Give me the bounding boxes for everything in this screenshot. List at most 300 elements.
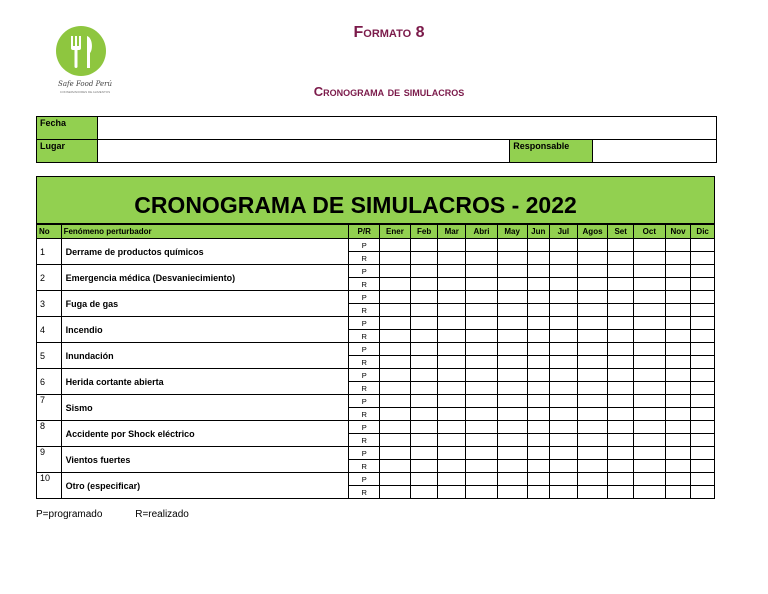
- schedule-row: [37, 343, 715, 356]
- month-cell[interactable]: [665, 278, 691, 291]
- month-cell[interactable]: [608, 408, 634, 421]
- month-cell[interactable]: [466, 278, 498, 291]
- fenomeno-name: Vientos fuertes: [61, 447, 349, 473]
- month-cell[interactable]: [410, 447, 438, 460]
- month-cell[interactable]: [665, 369, 691, 382]
- month-cell[interactable]: [438, 265, 466, 278]
- month-cell[interactable]: [550, 408, 578, 421]
- month-cell[interactable]: [550, 239, 578, 252]
- month-cell[interactable]: [527, 239, 550, 252]
- month-cell[interactable]: [633, 356, 665, 369]
- month-cell[interactable]: [633, 265, 665, 278]
- month-cell[interactable]: [410, 421, 438, 434]
- month-cell[interactable]: [497, 356, 527, 369]
- month-cell[interactable]: [380, 369, 411, 382]
- row-number: 5: [37, 343, 62, 369]
- month-cell[interactable]: [527, 382, 550, 395]
- month-cell[interactable]: [466, 382, 498, 395]
- month-cell[interactable]: [497, 486, 527, 499]
- programado-marker: P: [349, 447, 380, 460]
- month-cell[interactable]: [550, 304, 578, 317]
- month-cell[interactable]: [438, 421, 466, 434]
- month-cell[interactable]: [577, 291, 608, 304]
- month-cell[interactable]: [466, 369, 498, 382]
- month-cell[interactable]: [550, 447, 578, 460]
- month-cell[interactable]: [497, 408, 527, 421]
- month-cell[interactable]: [380, 356, 411, 369]
- month-cell[interactable]: [497, 252, 527, 265]
- month-cell[interactable]: [577, 304, 608, 317]
- responsable-label: Responsable: [510, 140, 593, 163]
- month-cell[interactable]: [550, 473, 578, 486]
- month-cell[interactable]: [466, 421, 498, 434]
- month-cell[interactable]: [691, 265, 715, 278]
- month-cell[interactable]: [577, 330, 608, 343]
- month-cell[interactable]: [527, 252, 550, 265]
- month-cell[interactable]: [608, 421, 634, 434]
- month-cell[interactable]: [691, 356, 715, 369]
- month-cell[interactable]: [550, 395, 578, 408]
- month-cell[interactable]: [665, 434, 691, 447]
- month-cell[interactable]: [527, 356, 550, 369]
- col-no: No: [37, 225, 62, 239]
- month-cell[interactable]: [438, 382, 466, 395]
- month-cell[interactable]: [633, 278, 665, 291]
- month-cell[interactable]: [466, 239, 498, 252]
- month-cell[interactable]: [527, 343, 550, 356]
- month-cell[interactable]: [527, 486, 550, 499]
- month-cell[interactable]: [380, 382, 411, 395]
- month-cell[interactable]: [577, 408, 608, 421]
- month-cell[interactable]: [466, 317, 498, 330]
- row-number: 6: [37, 369, 62, 395]
- month-cell[interactable]: [633, 408, 665, 421]
- month-cell[interactable]: [633, 291, 665, 304]
- month-cell[interactable]: [466, 486, 498, 499]
- month-cell[interactable]: [466, 265, 498, 278]
- month-cell[interactable]: [466, 330, 498, 343]
- month-cell[interactable]: [410, 460, 438, 473]
- month-cell[interactable]: [691, 421, 715, 434]
- fenomeno-name: Otro (especificar): [61, 473, 349, 499]
- month-cell[interactable]: [608, 317, 634, 330]
- month-cell[interactable]: [577, 343, 608, 356]
- month-cell[interactable]: [497, 421, 527, 434]
- month-cell[interactable]: [608, 369, 634, 382]
- month-cell[interactable]: [665, 356, 691, 369]
- realizado-marker: R: [349, 304, 380, 317]
- month-cell[interactable]: [466, 447, 498, 460]
- month-cell[interactable]: [497, 330, 527, 343]
- month-cell[interactable]: [438, 434, 466, 447]
- month-cell[interactable]: [550, 382, 578, 395]
- month-cell[interactable]: [665, 317, 691, 330]
- month-cell[interactable]: [665, 473, 691, 486]
- month-cell[interactable]: [410, 434, 438, 447]
- month-cell[interactable]: [577, 278, 608, 291]
- month-cell[interactable]: [527, 434, 550, 447]
- month-cell[interactable]: [410, 265, 438, 278]
- month-cell[interactable]: [665, 395, 691, 408]
- month-cell[interactable]: [577, 434, 608, 447]
- month-cell[interactable]: [466, 252, 498, 265]
- month-cell[interactable]: [497, 278, 527, 291]
- month-cell[interactable]: [527, 421, 550, 434]
- programado-marker: P: [349, 239, 380, 252]
- formato-title: Formato 8: [353, 24, 425, 41]
- programado-marker: P: [349, 473, 380, 486]
- month-cell[interactable]: [438, 473, 466, 486]
- realizado-marker: R: [349, 252, 380, 265]
- realizado-marker: R: [349, 434, 380, 447]
- month-cell[interactable]: [550, 278, 578, 291]
- month-cell[interactable]: [691, 447, 715, 460]
- month-cell[interactable]: [497, 304, 527, 317]
- month-cell[interactable]: [633, 434, 665, 447]
- month-cell[interactable]: [438, 356, 466, 369]
- schedule-banner-text: CRONOGRAMA DE SIMULACROS - 2022: [134, 192, 577, 218]
- month-cell[interactable]: [410, 369, 438, 382]
- month-cell[interactable]: [550, 252, 578, 265]
- month-cell[interactable]: [577, 447, 608, 460]
- month-cell[interactable]: [380, 265, 411, 278]
- month-cell[interactable]: [665, 486, 691, 499]
- month-cell[interactable]: [633, 382, 665, 395]
- month-cell[interactable]: [691, 278, 715, 291]
- month-cell[interactable]: [577, 356, 608, 369]
- month-cell[interactable]: [550, 421, 578, 434]
- month-cell[interactable]: [633, 252, 665, 265]
- month-cell[interactable]: [410, 291, 438, 304]
- month-cell[interactable]: [438, 447, 466, 460]
- month-cell[interactable]: [410, 278, 438, 291]
- month-cell[interactable]: [665, 408, 691, 421]
- month-cell[interactable]: [691, 330, 715, 343]
- month-cell[interactable]: [410, 304, 438, 317]
- schedule-row: [37, 395, 715, 408]
- row-number: 2: [37, 265, 62, 291]
- month-cell[interactable]: [633, 486, 665, 499]
- month-cell[interactable]: [527, 408, 550, 421]
- fecha-label: Fecha: [37, 117, 98, 140]
- month-cell[interactable]: [466, 408, 498, 421]
- month-cell[interactable]: [691, 408, 715, 421]
- month-cell[interactable]: [691, 473, 715, 486]
- month-cell[interactable]: [550, 434, 578, 447]
- month-cell[interactable]: [438, 369, 466, 382]
- row-number: 1: [37, 239, 62, 265]
- month-cell[interactable]: [665, 447, 691, 460]
- month-cell[interactable]: [497, 343, 527, 356]
- month-cell[interactable]: [633, 304, 665, 317]
- fecha-field[interactable]: [97, 117, 716, 140]
- col-month: Set: [608, 225, 634, 239]
- month-cell[interactable]: [527, 291, 550, 304]
- month-cell[interactable]: [438, 408, 466, 421]
- month-cell[interactable]: [577, 395, 608, 408]
- month-cell[interactable]: [466, 395, 498, 408]
- month-cell[interactable]: [527, 460, 550, 473]
- schedule-row: [37, 369, 715, 382]
- month-cell[interactable]: [380, 460, 411, 473]
- programado-marker: P: [349, 395, 380, 408]
- month-cell[interactable]: [438, 343, 466, 356]
- month-cell[interactable]: [577, 460, 608, 473]
- month-cell[interactable]: [410, 473, 438, 486]
- month-cell[interactable]: [527, 395, 550, 408]
- schedule-section: [36, 176, 715, 499]
- month-cell[interactable]: [438, 317, 466, 330]
- month-cell[interactable]: [497, 434, 527, 447]
- month-cell[interactable]: [665, 343, 691, 356]
- month-cell[interactable]: [691, 317, 715, 330]
- month-cell[interactable]: [497, 382, 527, 395]
- month-cell[interactable]: [633, 421, 665, 434]
- month-cell[interactable]: [550, 486, 578, 499]
- month-cell[interactable]: [438, 330, 466, 343]
- month-cell[interactable]: [466, 343, 498, 356]
- month-cell[interactable]: [466, 356, 498, 369]
- month-cell[interactable]: [608, 252, 634, 265]
- month-cell[interactable]: [410, 486, 438, 499]
- month-cell[interactable]: [608, 265, 634, 278]
- month-cell[interactable]: [608, 291, 634, 304]
- month-cell[interactable]: [527, 447, 550, 460]
- month-cell[interactable]: [550, 343, 578, 356]
- fenomeno-name: Emergencia médica (Desvaniecimiento): [61, 265, 349, 291]
- month-cell[interactable]: [577, 252, 608, 265]
- month-cell[interactable]: [466, 434, 498, 447]
- month-cell[interactable]: [438, 460, 466, 473]
- month-cell[interactable]: [608, 356, 634, 369]
- month-cell[interactable]: [691, 291, 715, 304]
- row-number: 3: [37, 291, 62, 317]
- fenomeno-name: Incendio: [61, 317, 349, 343]
- month-cell[interactable]: [633, 330, 665, 343]
- col-month: May: [497, 225, 527, 239]
- realizado-marker: R: [349, 408, 380, 421]
- month-cell[interactable]: [691, 252, 715, 265]
- month-cell[interactable]: [380, 447, 411, 460]
- month-cell[interactable]: [691, 460, 715, 473]
- col-month: Ener: [380, 225, 411, 239]
- col-fenomeno: Fenómeno perturbador: [61, 225, 349, 239]
- month-cell[interactable]: [691, 369, 715, 382]
- month-cell[interactable]: [527, 330, 550, 343]
- month-cell[interactable]: [527, 473, 550, 486]
- col-month: Agos: [577, 225, 608, 239]
- month-cell[interactable]: [466, 460, 498, 473]
- month-cell[interactable]: [665, 291, 691, 304]
- month-cell[interactable]: [608, 434, 634, 447]
- month-cell[interactable]: [608, 239, 634, 252]
- month-cell[interactable]: [550, 317, 578, 330]
- month-cell[interactable]: [577, 369, 608, 382]
- month-cell[interactable]: [380, 252, 411, 265]
- month-cell[interactable]: [380, 291, 411, 304]
- month-cell[interactable]: [665, 252, 691, 265]
- month-cell[interactable]: [438, 304, 466, 317]
- month-cell[interactable]: [410, 330, 438, 343]
- month-cell[interactable]: [550, 356, 578, 369]
- month-cell[interactable]: [438, 252, 466, 265]
- month-cell[interactable]: [380, 434, 411, 447]
- month-cell[interactable]: [665, 304, 691, 317]
- logo-brand: Safe Food Perú: [58, 80, 112, 88]
- month-cell[interactable]: [608, 486, 634, 499]
- month-cell[interactable]: [550, 330, 578, 343]
- fenomeno-name: Inundación: [61, 343, 349, 369]
- month-cell[interactable]: [527, 265, 550, 278]
- month-cell[interactable]: [497, 265, 527, 278]
- month-cell[interactable]: [608, 460, 634, 473]
- month-cell[interactable]: [665, 421, 691, 434]
- lugar-field[interactable]: [97, 140, 509, 163]
- month-cell[interactable]: [665, 265, 691, 278]
- month-cell[interactable]: [410, 408, 438, 421]
- month-cell[interactable]: [550, 369, 578, 382]
- month-cell[interactable]: [608, 447, 634, 460]
- logo-tagline: CONSERVADORES DE ALIMENTOS: [59, 90, 111, 94]
- month-cell[interactable]: [410, 343, 438, 356]
- col-month: Feb: [410, 225, 438, 239]
- month-cell[interactable]: [497, 369, 527, 382]
- month-cell[interactable]: [577, 239, 608, 252]
- month-cell[interactable]: [410, 317, 438, 330]
- month-cell[interactable]: [550, 291, 578, 304]
- month-cell[interactable]: [380, 278, 411, 291]
- month-cell[interactable]: [577, 382, 608, 395]
- month-cell[interactable]: [577, 473, 608, 486]
- month-cell[interactable]: [633, 395, 665, 408]
- schedule-body: [37, 239, 715, 499]
- month-cell[interactable]: [608, 395, 634, 408]
- month-cell[interactable]: [380, 473, 411, 486]
- page-title: Cronograma de simulacros: [313, 84, 465, 99]
- month-cell[interactable]: [608, 304, 634, 317]
- month-cell[interactable]: [550, 460, 578, 473]
- fenomeno-name: Herida cortante abierta: [61, 369, 349, 395]
- month-cell[interactable]: [527, 369, 550, 382]
- legend: [36, 509, 219, 520]
- month-cell[interactable]: [608, 330, 634, 343]
- month-cell[interactable]: [633, 343, 665, 356]
- month-cell[interactable]: [438, 395, 466, 408]
- schedule-row: [37, 421, 715, 434]
- month-cell[interactable]: [527, 304, 550, 317]
- month-cell[interactable]: [410, 239, 438, 252]
- col-month: Mar: [438, 225, 466, 239]
- month-cell[interactable]: [380, 343, 411, 356]
- month-cell[interactable]: [633, 317, 665, 330]
- month-cell[interactable]: [691, 395, 715, 408]
- month-cell[interactable]: [691, 486, 715, 499]
- month-cell[interactable]: [665, 239, 691, 252]
- month-cell[interactable]: [633, 447, 665, 460]
- month-cell[interactable]: [608, 343, 634, 356]
- month-cell[interactable]: [608, 473, 634, 486]
- month-cell[interactable]: [577, 317, 608, 330]
- legend-realizado: R=realizado: [135, 509, 189, 520]
- responsable-field[interactable]: [593, 140, 717, 163]
- month-cell[interactable]: [438, 239, 466, 252]
- month-cell[interactable]: [691, 382, 715, 395]
- fenomeno-name: Accidente por Shock eléctrico: [61, 421, 349, 447]
- month-cell[interactable]: [410, 252, 438, 265]
- month-cell[interactable]: [497, 291, 527, 304]
- lugar-label: Lugar: [37, 140, 98, 163]
- fenomeno-name: Sismo: [61, 395, 349, 421]
- month-cell[interactable]: [633, 369, 665, 382]
- month-cell[interactable]: [380, 304, 411, 317]
- month-cell[interactable]: [497, 460, 527, 473]
- month-cell[interactable]: [410, 356, 438, 369]
- month-cell[interactable]: [577, 486, 608, 499]
- month-cell[interactable]: [608, 382, 634, 395]
- month-cell[interactable]: [497, 447, 527, 460]
- month-cell[interactable]: [380, 486, 411, 499]
- month-cell[interactable]: [665, 382, 691, 395]
- realizado-marker: R: [349, 382, 380, 395]
- fenomeno-name: Fuga de gas: [61, 291, 349, 317]
- month-cell[interactable]: [410, 382, 438, 395]
- month-cell[interactable]: [497, 395, 527, 408]
- col-pr: P/R: [349, 225, 380, 239]
- month-cell[interactable]: [380, 317, 411, 330]
- schedule-banner: [36, 176, 715, 224]
- schedule-row: [37, 239, 715, 252]
- month-cell[interactable]: [438, 278, 466, 291]
- month-cell[interactable]: [577, 265, 608, 278]
- month-cell[interactable]: [665, 460, 691, 473]
- month-cell[interactable]: [380, 239, 411, 252]
- realizado-marker: R: [349, 356, 380, 369]
- month-cell[interactable]: [466, 473, 498, 486]
- month-cell[interactable]: [380, 408, 411, 421]
- month-cell[interactable]: [497, 317, 527, 330]
- month-cell[interactable]: [438, 486, 466, 499]
- month-cell[interactable]: [380, 330, 411, 343]
- month-cell[interactable]: [497, 239, 527, 252]
- month-cell[interactable]: [608, 278, 634, 291]
- month-cell[interactable]: [691, 343, 715, 356]
- month-cell[interactable]: [466, 291, 498, 304]
- month-cell[interactable]: [691, 304, 715, 317]
- schedule-row: [37, 291, 715, 304]
- month-cell[interactable]: [633, 239, 665, 252]
- programado-marker: P: [349, 421, 380, 434]
- realizado-marker: R: [349, 330, 380, 343]
- month-cell[interactable]: [410, 395, 438, 408]
- month-cell[interactable]: [577, 421, 608, 434]
- month-cell[interactable]: [633, 460, 665, 473]
- month-cell[interactable]: [380, 421, 411, 434]
- month-cell[interactable]: [550, 265, 578, 278]
- month-cell[interactable]: [438, 291, 466, 304]
- month-cell[interactable]: [691, 434, 715, 447]
- schedule-row: [37, 317, 715, 330]
- realizado-marker: R: [349, 460, 380, 473]
- row-number: 9: [37, 447, 62, 473]
- month-cell[interactable]: [466, 304, 498, 317]
- month-cell[interactable]: [691, 239, 715, 252]
- month-cell[interactable]: [497, 473, 527, 486]
- month-cell[interactable]: [527, 278, 550, 291]
- month-cell[interactable]: [380, 395, 411, 408]
- month-cell[interactable]: [665, 330, 691, 343]
- month-cell[interactable]: [527, 317, 550, 330]
- month-cell[interactable]: [633, 473, 665, 486]
